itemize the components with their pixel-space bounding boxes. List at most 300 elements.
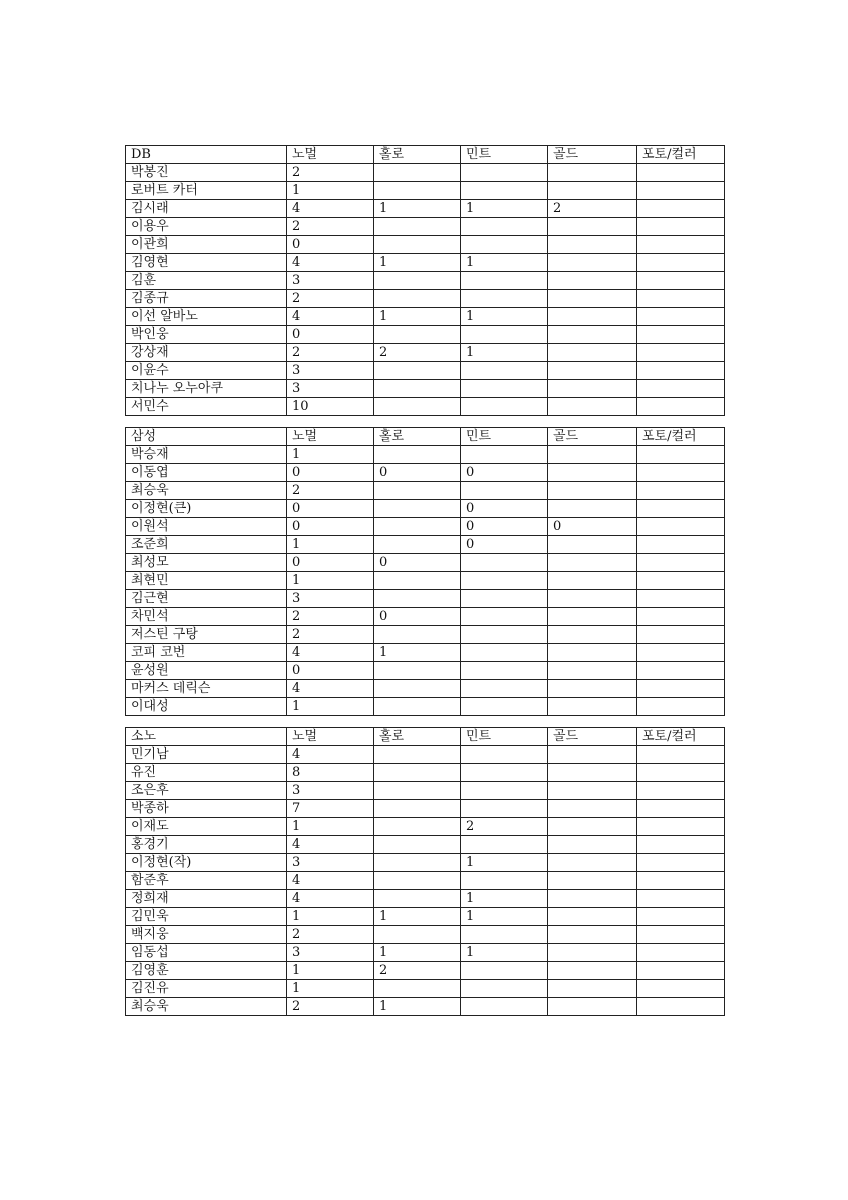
count-cell: 2	[548, 200, 637, 218]
count-cell: 1	[461, 890, 548, 908]
count-cell	[374, 764, 461, 782]
count-cell	[374, 272, 461, 290]
count-cell: 1	[287, 980, 374, 998]
count-cell: 4	[287, 836, 374, 854]
count-cell: 1	[374, 308, 461, 326]
count-cell	[461, 962, 548, 980]
count-cell	[374, 890, 461, 908]
table-row	[126, 626, 725, 644]
table-row	[126, 836, 725, 854]
db-card-table	[125, 145, 725, 416]
count-cell	[548, 590, 637, 608]
player-name-cell: 김영훈	[126, 962, 287, 980]
count-cell	[374, 446, 461, 464]
count-cell: 2	[374, 344, 461, 362]
count-cell	[637, 962, 725, 980]
count-cell: 1	[461, 908, 548, 926]
count-cell	[461, 680, 548, 698]
count-cell: 2	[287, 482, 374, 500]
count-cell: 0	[287, 500, 374, 518]
count-cell	[637, 536, 725, 554]
table-row	[126, 482, 725, 500]
count-cell	[637, 908, 725, 926]
table-row	[126, 326, 725, 344]
count-cell	[374, 854, 461, 872]
count-cell	[461, 800, 548, 818]
count-cell	[374, 698, 461, 716]
count-cell	[374, 500, 461, 518]
count-cell	[548, 308, 637, 326]
table-header-row	[126, 428, 725, 446]
count-cell	[374, 182, 461, 200]
count-cell	[548, 944, 637, 962]
count-cell	[374, 800, 461, 818]
count-cell	[637, 626, 725, 644]
count-cell	[637, 746, 725, 764]
count-cell	[637, 398, 725, 416]
count-cell	[637, 644, 725, 662]
player-name-cell: 김시래	[126, 200, 287, 218]
count-cell	[461, 446, 548, 464]
count-cell	[461, 626, 548, 644]
count-cell	[548, 536, 637, 554]
count-cell	[374, 482, 461, 500]
count-cell	[374, 164, 461, 182]
count-cell	[374, 326, 461, 344]
count-cell	[637, 182, 725, 200]
count-cell	[461, 764, 548, 782]
count-cell	[637, 380, 725, 398]
count-cell	[548, 698, 637, 716]
player-name-cell: 윤성원	[126, 662, 287, 680]
player-name-cell: 이동엽	[126, 464, 287, 482]
player-name-cell: 이관희	[126, 236, 287, 254]
count-cell	[637, 590, 725, 608]
table-row	[126, 380, 725, 398]
player-name-cell: 마커스 데릭슨	[126, 680, 287, 698]
count-cell	[461, 644, 548, 662]
count-cell	[548, 644, 637, 662]
player-name-cell: 백지웅	[126, 926, 287, 944]
count-cell	[548, 836, 637, 854]
count-cell	[548, 926, 637, 944]
count-cell	[637, 464, 725, 482]
count-cell: 민트	[461, 428, 548, 446]
count-cell: 0	[287, 662, 374, 680]
count-cell: 2	[287, 218, 374, 236]
count-cell	[548, 254, 637, 272]
count-cell: 1	[461, 344, 548, 362]
count-cell	[461, 836, 548, 854]
team-name-cell: DB	[126, 146, 287, 164]
player-name-cell: 이선 알바노	[126, 308, 287, 326]
table-row	[126, 890, 725, 908]
count-cell	[637, 500, 725, 518]
count-cell: 1	[287, 572, 374, 590]
player-name-cell: 코피 코번	[126, 644, 287, 662]
count-cell	[461, 236, 548, 254]
count-cell	[637, 980, 725, 998]
count-cell: 노멀	[287, 428, 374, 446]
count-cell: 민트	[461, 728, 548, 746]
count-cell	[374, 398, 461, 416]
player-name-cell: 김영현	[126, 254, 287, 272]
count-cell	[461, 572, 548, 590]
count-cell	[548, 464, 637, 482]
player-name-cell: 이정현(큰)	[126, 500, 287, 518]
count-cell: 골드	[548, 146, 637, 164]
count-cell	[548, 800, 637, 818]
count-cell: 1	[287, 818, 374, 836]
table-row	[126, 290, 725, 308]
player-name-cell: 이용우	[126, 218, 287, 236]
player-name-cell: 조준희	[126, 536, 287, 554]
count-cell	[637, 872, 725, 890]
count-cell	[461, 872, 548, 890]
count-cell	[461, 782, 548, 800]
player-name-cell: 이정현(작)	[126, 854, 287, 872]
table-row	[126, 980, 725, 998]
count-cell	[461, 662, 548, 680]
count-cell	[461, 746, 548, 764]
count-cell: 포토/컬러	[637, 428, 725, 446]
count-cell	[461, 554, 548, 572]
count-cell: 2	[461, 818, 548, 836]
count-cell	[637, 890, 725, 908]
player-name-cell: 민기남	[126, 746, 287, 764]
count-cell: 홀로	[374, 428, 461, 446]
table-row	[126, 446, 725, 464]
table-row	[126, 254, 725, 272]
count-cell: 0	[287, 464, 374, 482]
count-cell: 10	[287, 398, 374, 416]
count-cell: 0	[548, 518, 637, 536]
count-cell	[637, 782, 725, 800]
count-cell: 3	[287, 380, 374, 398]
count-cell	[548, 662, 637, 680]
count-cell	[374, 980, 461, 998]
sono-card-table	[125, 727, 725, 1016]
count-cell	[637, 344, 725, 362]
table-row	[126, 308, 725, 326]
count-cell: 8	[287, 764, 374, 782]
count-cell	[461, 398, 548, 416]
count-cell: 2	[287, 164, 374, 182]
count-cell	[461, 698, 548, 716]
count-cell	[461, 926, 548, 944]
table-row	[126, 518, 725, 536]
table-row	[126, 926, 725, 944]
count-cell: 3	[287, 272, 374, 290]
count-cell: 4	[287, 890, 374, 908]
count-cell	[374, 872, 461, 890]
count-cell: 4	[287, 308, 374, 326]
count-cell	[548, 782, 637, 800]
player-name-cell: 정희재	[126, 890, 287, 908]
count-cell: 골드	[548, 728, 637, 746]
count-cell	[374, 590, 461, 608]
count-cell	[548, 608, 637, 626]
count-cell	[637, 446, 725, 464]
table-row	[126, 854, 725, 872]
count-cell	[637, 254, 725, 272]
count-cell	[637, 680, 725, 698]
count-cell	[637, 326, 725, 344]
player-name-cell: 최승욱	[126, 482, 287, 500]
count-cell	[548, 854, 637, 872]
player-name-cell: 홍경기	[126, 836, 287, 854]
count-cell	[548, 362, 637, 380]
count-cell: 1	[374, 944, 461, 962]
table-header-row	[126, 146, 725, 164]
count-cell	[548, 962, 637, 980]
player-name-cell: 박종하	[126, 800, 287, 818]
count-cell: 1	[461, 308, 548, 326]
count-cell	[548, 500, 637, 518]
count-cell: 1	[287, 908, 374, 926]
count-cell: 포토/컬러	[637, 146, 725, 164]
count-cell	[461, 362, 548, 380]
count-cell	[637, 854, 725, 872]
count-cell: 1	[461, 254, 548, 272]
count-cell	[637, 608, 725, 626]
count-cell: 민트	[461, 146, 548, 164]
table-row	[126, 944, 725, 962]
count-cell: 2	[287, 998, 374, 1016]
count-cell	[548, 554, 637, 572]
count-cell: 포토/컬러	[637, 728, 725, 746]
count-cell	[461, 590, 548, 608]
table-row	[126, 200, 725, 218]
count-cell	[548, 326, 637, 344]
count-cell	[548, 818, 637, 836]
table-row	[126, 608, 725, 626]
table-row	[126, 500, 725, 518]
count-cell: 3	[287, 590, 374, 608]
count-cell	[461, 608, 548, 626]
count-cell: 2	[287, 626, 374, 644]
count-cell: 1	[287, 446, 374, 464]
count-cell	[374, 236, 461, 254]
table-row	[126, 644, 725, 662]
player-name-cell: 서민수	[126, 398, 287, 416]
count-cell	[637, 836, 725, 854]
count-cell	[374, 290, 461, 308]
count-cell	[637, 800, 725, 818]
count-cell	[548, 890, 637, 908]
player-name-cell: 최현민	[126, 572, 287, 590]
count-cell: 0	[461, 536, 548, 554]
count-cell	[548, 980, 637, 998]
count-cell: 1	[374, 644, 461, 662]
player-name-cell: 저스틴 구탕	[126, 626, 287, 644]
count-cell: 4	[287, 200, 374, 218]
count-cell	[461, 272, 548, 290]
table-row	[126, 236, 725, 254]
count-cell: 0	[374, 554, 461, 572]
count-cell: 3	[287, 362, 374, 380]
count-cell	[374, 680, 461, 698]
count-cell: 0	[374, 608, 461, 626]
count-cell: 0	[461, 500, 548, 518]
count-cell: 0	[461, 518, 548, 536]
table-row	[126, 680, 725, 698]
player-name-cell: 조은후	[126, 782, 287, 800]
count-cell	[637, 200, 725, 218]
count-cell: 2	[374, 962, 461, 980]
table-row	[126, 572, 725, 590]
table-row	[126, 662, 725, 680]
count-cell: 노멀	[287, 728, 374, 746]
count-cell: 1	[461, 944, 548, 962]
player-name-cell: 함준후	[126, 872, 287, 890]
table-header-row	[126, 728, 725, 746]
count-cell	[548, 572, 637, 590]
count-cell: 4	[287, 644, 374, 662]
count-cell: 1	[287, 962, 374, 980]
count-cell: 0	[287, 326, 374, 344]
count-cell	[637, 926, 725, 944]
table-row	[126, 554, 725, 572]
count-cell	[461, 380, 548, 398]
count-cell	[637, 572, 725, 590]
table-row	[126, 818, 725, 836]
player-name-cell: 박봉진	[126, 164, 287, 182]
count-cell	[374, 746, 461, 764]
count-cell: 2	[287, 608, 374, 626]
count-cell	[374, 218, 461, 236]
count-cell	[548, 764, 637, 782]
count-cell	[461, 164, 548, 182]
count-cell	[548, 380, 637, 398]
count-cell	[548, 482, 637, 500]
count-cell	[637, 662, 725, 680]
count-cell	[637, 308, 725, 326]
count-cell	[637, 944, 725, 962]
count-cell: 0	[461, 464, 548, 482]
player-name-cell: 이대성	[126, 698, 287, 716]
table-row	[126, 590, 725, 608]
count-cell: 1	[374, 254, 461, 272]
count-cell	[548, 908, 637, 926]
player-name-cell: 임동섭	[126, 944, 287, 962]
count-cell	[637, 482, 725, 500]
count-cell: 2	[287, 926, 374, 944]
table-row	[126, 182, 725, 200]
count-cell	[374, 782, 461, 800]
count-cell: 1	[374, 908, 461, 926]
player-name-cell: 최성모	[126, 554, 287, 572]
count-cell: 0	[287, 554, 374, 572]
table-row	[126, 398, 725, 416]
count-cell	[461, 218, 548, 236]
count-cell: 3	[287, 854, 374, 872]
count-cell	[548, 746, 637, 764]
player-name-cell: 김민욱	[126, 908, 287, 926]
player-name-cell: 이원석	[126, 518, 287, 536]
player-name-cell: 김진유	[126, 980, 287, 998]
count-cell: 홀로	[374, 728, 461, 746]
count-cell	[637, 818, 725, 836]
count-cell: 0	[287, 518, 374, 536]
player-name-cell: 김근현	[126, 590, 287, 608]
table-row	[126, 164, 725, 182]
count-cell: 1	[287, 536, 374, 554]
count-cell	[548, 272, 637, 290]
count-cell	[548, 680, 637, 698]
table-row	[126, 764, 725, 782]
count-cell: 0	[374, 464, 461, 482]
count-cell: 1	[461, 854, 548, 872]
count-cell: 1	[374, 200, 461, 218]
count-cell	[637, 236, 725, 254]
count-cell	[374, 662, 461, 680]
count-cell: 4	[287, 746, 374, 764]
player-name-cell: 차민석	[126, 608, 287, 626]
player-name-cell: 최승욱	[126, 998, 287, 1016]
count-cell	[374, 518, 461, 536]
samsung-card-table	[125, 427, 725, 716]
count-cell	[374, 572, 461, 590]
table-row	[126, 272, 725, 290]
count-cell	[637, 998, 725, 1016]
count-cell	[637, 218, 725, 236]
player-name-cell: 유진	[126, 764, 287, 782]
count-cell: 2	[287, 290, 374, 308]
count-cell	[548, 218, 637, 236]
count-cell: 4	[287, 680, 374, 698]
table-row	[126, 362, 725, 380]
count-cell	[548, 398, 637, 416]
table-row	[126, 218, 725, 236]
count-cell	[637, 362, 725, 380]
player-name-cell: 김종규	[126, 290, 287, 308]
count-cell: 1	[287, 182, 374, 200]
count-cell	[374, 362, 461, 380]
count-cell	[637, 764, 725, 782]
table-row	[126, 536, 725, 554]
count-cell	[374, 536, 461, 554]
player-name-cell: 김훈	[126, 272, 287, 290]
player-name-cell: 치나누 오누아쿠	[126, 380, 287, 398]
count-cell	[374, 380, 461, 398]
count-cell	[461, 290, 548, 308]
player-name-cell: 이윤수	[126, 362, 287, 380]
count-cell	[548, 344, 637, 362]
count-cell	[461, 182, 548, 200]
table-row	[126, 698, 725, 716]
count-cell	[548, 236, 637, 254]
count-cell: 1	[461, 200, 548, 218]
count-cell	[548, 626, 637, 644]
table-row	[126, 782, 725, 800]
count-cell	[637, 698, 725, 716]
player-name-cell: 로버트 카터	[126, 182, 287, 200]
count-cell: 1	[287, 698, 374, 716]
count-cell: 노멀	[287, 146, 374, 164]
count-cell	[548, 164, 637, 182]
count-cell	[637, 290, 725, 308]
table-row	[126, 344, 725, 362]
count-cell	[548, 182, 637, 200]
count-cell	[548, 872, 637, 890]
team-name-cell: 삼성	[126, 428, 287, 446]
count-cell	[461, 326, 548, 344]
player-name-cell: 이재도	[126, 818, 287, 836]
count-cell: 골드	[548, 428, 637, 446]
count-cell: 0	[287, 236, 374, 254]
count-cell	[461, 482, 548, 500]
